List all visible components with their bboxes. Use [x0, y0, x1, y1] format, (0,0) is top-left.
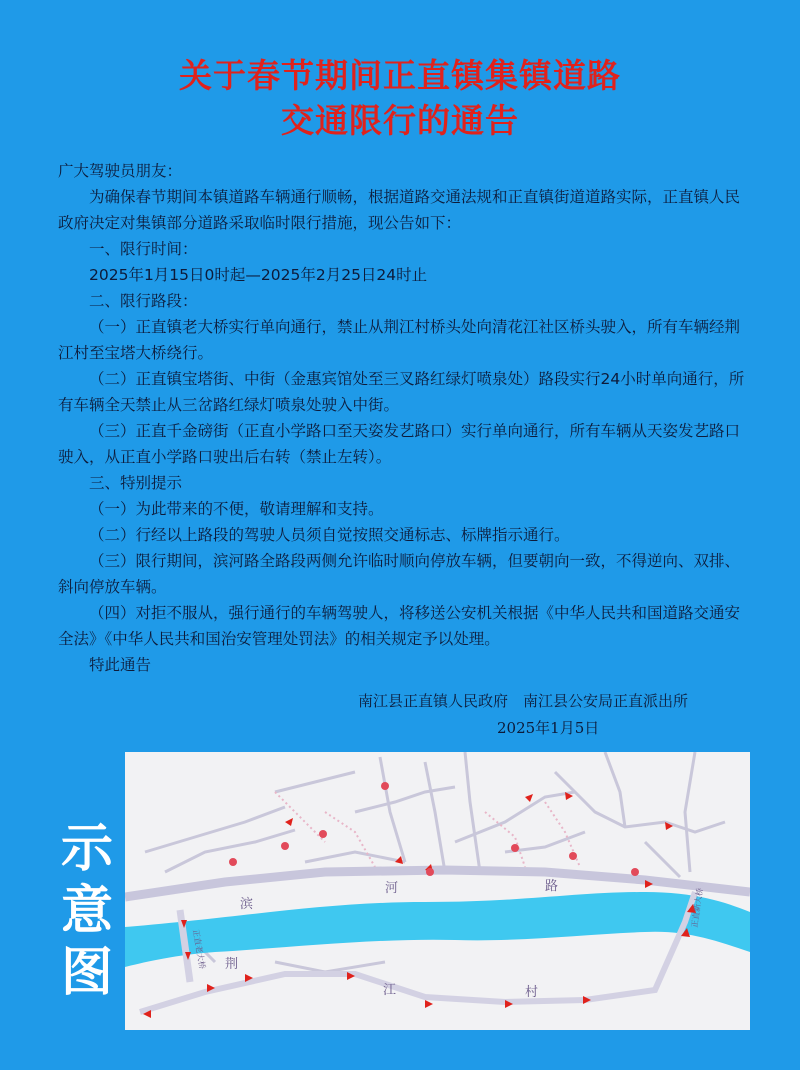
- section3-item3: （三）限行期间，滨河路全路段两侧允许临时顺向停放车辆，但要朝向一致，不得逆向、双排、斜向停放车辆。: [58, 552, 741, 596]
- section1-heading: 一、限行时间：: [89, 240, 198, 258]
- diagram-label-char3: 图: [60, 943, 113, 1003]
- poi-marker: [281, 842, 289, 850]
- notice-body: [58, 158, 748, 678]
- section3-item1: （一）为此带来的不便，敬请理解和支持。: [89, 500, 384, 518]
- route-map-svg: [125, 752, 750, 1030]
- route-map: [125, 752, 750, 1030]
- diagram-label-char1: 示: [60, 819, 113, 879]
- poi-marker: [426, 868, 434, 876]
- poi-marker: [229, 858, 237, 866]
- section3-item2: （二）行经以上路段的驾驶人员须自觉按照交通标志、标牌指示通行。: [89, 526, 570, 544]
- label-jingjiang-2: 江: [383, 983, 397, 998]
- label-binhe-1: 滨: [240, 897, 254, 912]
- section2-item1: （一）正直镇老大桥实行单向通行，禁止从荆江村桥头处向清花江社区桥头驶入，所有车辆经荆江村至宝塔大桥绕行。: [58, 318, 741, 362]
- section1-text: 2025年1月15日0时起—2025年2月25日24时止: [89, 266, 428, 284]
- poi-marker: [319, 830, 327, 838]
- poi-marker: [569, 852, 577, 860]
- label-old-bridge: 正直老大桥: [191, 928, 207, 970]
- signature-orgs: 南江县正直镇人民政府 南江县公安局正直派出所: [358, 692, 689, 710]
- notice-title-line2: 交通限行的通告: [281, 101, 519, 140]
- label-binhe-3: 路: [545, 879, 559, 894]
- section3-heading: 三、特别提示: [89, 474, 183, 492]
- closing-text: 特此通告: [89, 656, 152, 674]
- diagram-label-char2: 意: [60, 881, 113, 941]
- river: [125, 892, 750, 967]
- label-jingjiang-3: 村: [525, 985, 539, 1000]
- label-binhe-2: 河: [385, 881, 399, 896]
- arrow-town-4: [525, 794, 533, 802]
- label-new-bridge: 正直新大桥: [690, 887, 705, 929]
- signature-date: 2025年1月5日: [497, 719, 600, 737]
- poi-marker: [631, 868, 639, 876]
- intro-paragraph: 为确保春节期间本镇道路车辆通行顺畅，根据道路交通法规和正直镇街道道路实际，正直镇人民政府决定对集镇部分道路采取临时限行措施，现公告如下：: [58, 188, 741, 232]
- arrow-jj-4: [425, 1000, 433, 1008]
- diagram-label: [52, 818, 122, 1004]
- section2-item3: （三）正直千金磅街（正直小学路口至天姿发艺路口）实行单向通行，所有车辆从天姿发艺路口驶入，从正直小学路口驶出后右转（禁止左转）。: [58, 422, 741, 466]
- poi-marker: [381, 782, 389, 790]
- greeting: 广大驾驶员朋友：: [58, 162, 183, 180]
- section3-item4: （四）对拒不服从，强行通行的车辆驾驶人，将移送公安机关根据《中华人民共和国道路交通安全法》《中华人民共和国治安管理处罚法》的相关规定予以处理。: [58, 604, 741, 648]
- notice-title-line1: 关于春节期间正直镇集镇道路: [179, 56, 621, 95]
- poi-marker: [511, 844, 519, 852]
- section2-heading: 二、限行路段：: [89, 292, 198, 310]
- label-jingjiang-1: 荆: [225, 957, 239, 972]
- arrow-town-1: [285, 818, 293, 826]
- section2-item2: （二）正直镇宝塔街、中街（金惠宾馆处至三叉路红绿灯喷泉处）路段实行24小时单向通行，所有车辆全天禁止从三岔路红绿灯喷泉处驶入中街。: [58, 370, 745, 414]
